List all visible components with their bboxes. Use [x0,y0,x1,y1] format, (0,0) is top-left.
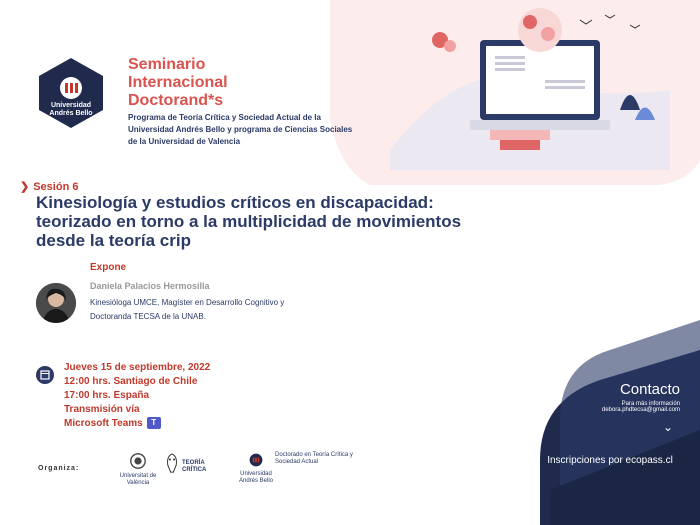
registration-link[interactable]: Inscripciones por ecopass.cl [547,455,673,466]
seminar-title-line2: Internacional [128,74,228,91]
org-doctorado-logo: Doctorado en Teoría Crítica y Sociedad Actual [275,452,353,465]
speaker-name: Daniela Palacios Hermosilla [90,281,210,291]
contact-subtitle: Para más información [621,401,680,407]
chevron-right-icon: ❯ [20,181,30,193]
org-valencia-logo [112,452,164,488]
session-label-text: Sesión 6 [33,181,79,193]
org-unab-logo [238,452,274,488]
org-valencia-name: Universitat de València [119,473,157,486]
valencia-seal-icon [129,452,147,470]
org-unab-name: Universidad Andrés Bello [238,471,274,484]
owl-icon [165,452,179,474]
event-date: Jueves 15 de septiembre, 2022 [64,362,211,373]
contact-title: Contacto [619,381,680,398]
seminar-title-line3: Doctorand*s [128,92,224,109]
chevron-down-icon: ⌄ [662,420,674,434]
logo-line1: Universidad [50,102,92,109]
org-teoria-critica-logo [165,452,229,488]
speaker-avatar [36,283,76,323]
speaker-heading: Expone [90,262,127,273]
session-label [20,180,78,193]
event-time-chile: 12:00 hrs. Santiago de Chile [64,376,198,387]
org-teoria-critica-name: TEORÍA CRÍTICA [182,460,207,473]
event-time-spain: 17:00 hrs. España [64,390,150,401]
event-details [64,361,210,431]
contact-email[interactable]: debora.phdtecsa@gmail.com [601,407,680,413]
header-illustration [330,0,700,200]
organizers-label: Organiza: [38,465,80,472]
university-logo [34,56,108,130]
seminar-subtitle: Programa de Teoría Crítica y Sociedad Actual de la Universidad Andrés Bello y programa de Ciencias Sociales de la Universidad de Valencia [128,113,353,146]
event-stream-line1: Transmisión vía [64,404,140,415]
session-title: Kinesiología y estudios críticos en discapacidad: teorizado en torno a la multiplicidad de movimientos desde la teoría crip [36,193,462,250]
seminar-title-line1: Seminario [128,56,206,73]
calendar-icon [36,366,54,384]
logo-text [34,102,108,118]
seminar-title [128,56,348,110]
teams-icon: T [147,417,161,429]
speaker-description: Kinesióloga UMCE, Magíster en Desarrollo Cognitivo y Doctoranda TECSA de la UNAB. [90,298,285,321]
unab-shield-icon [248,452,264,468]
logo-line2: Andrés Bello [49,110,93,117]
event-stream-line2: Microsoft Teams [64,418,143,429]
